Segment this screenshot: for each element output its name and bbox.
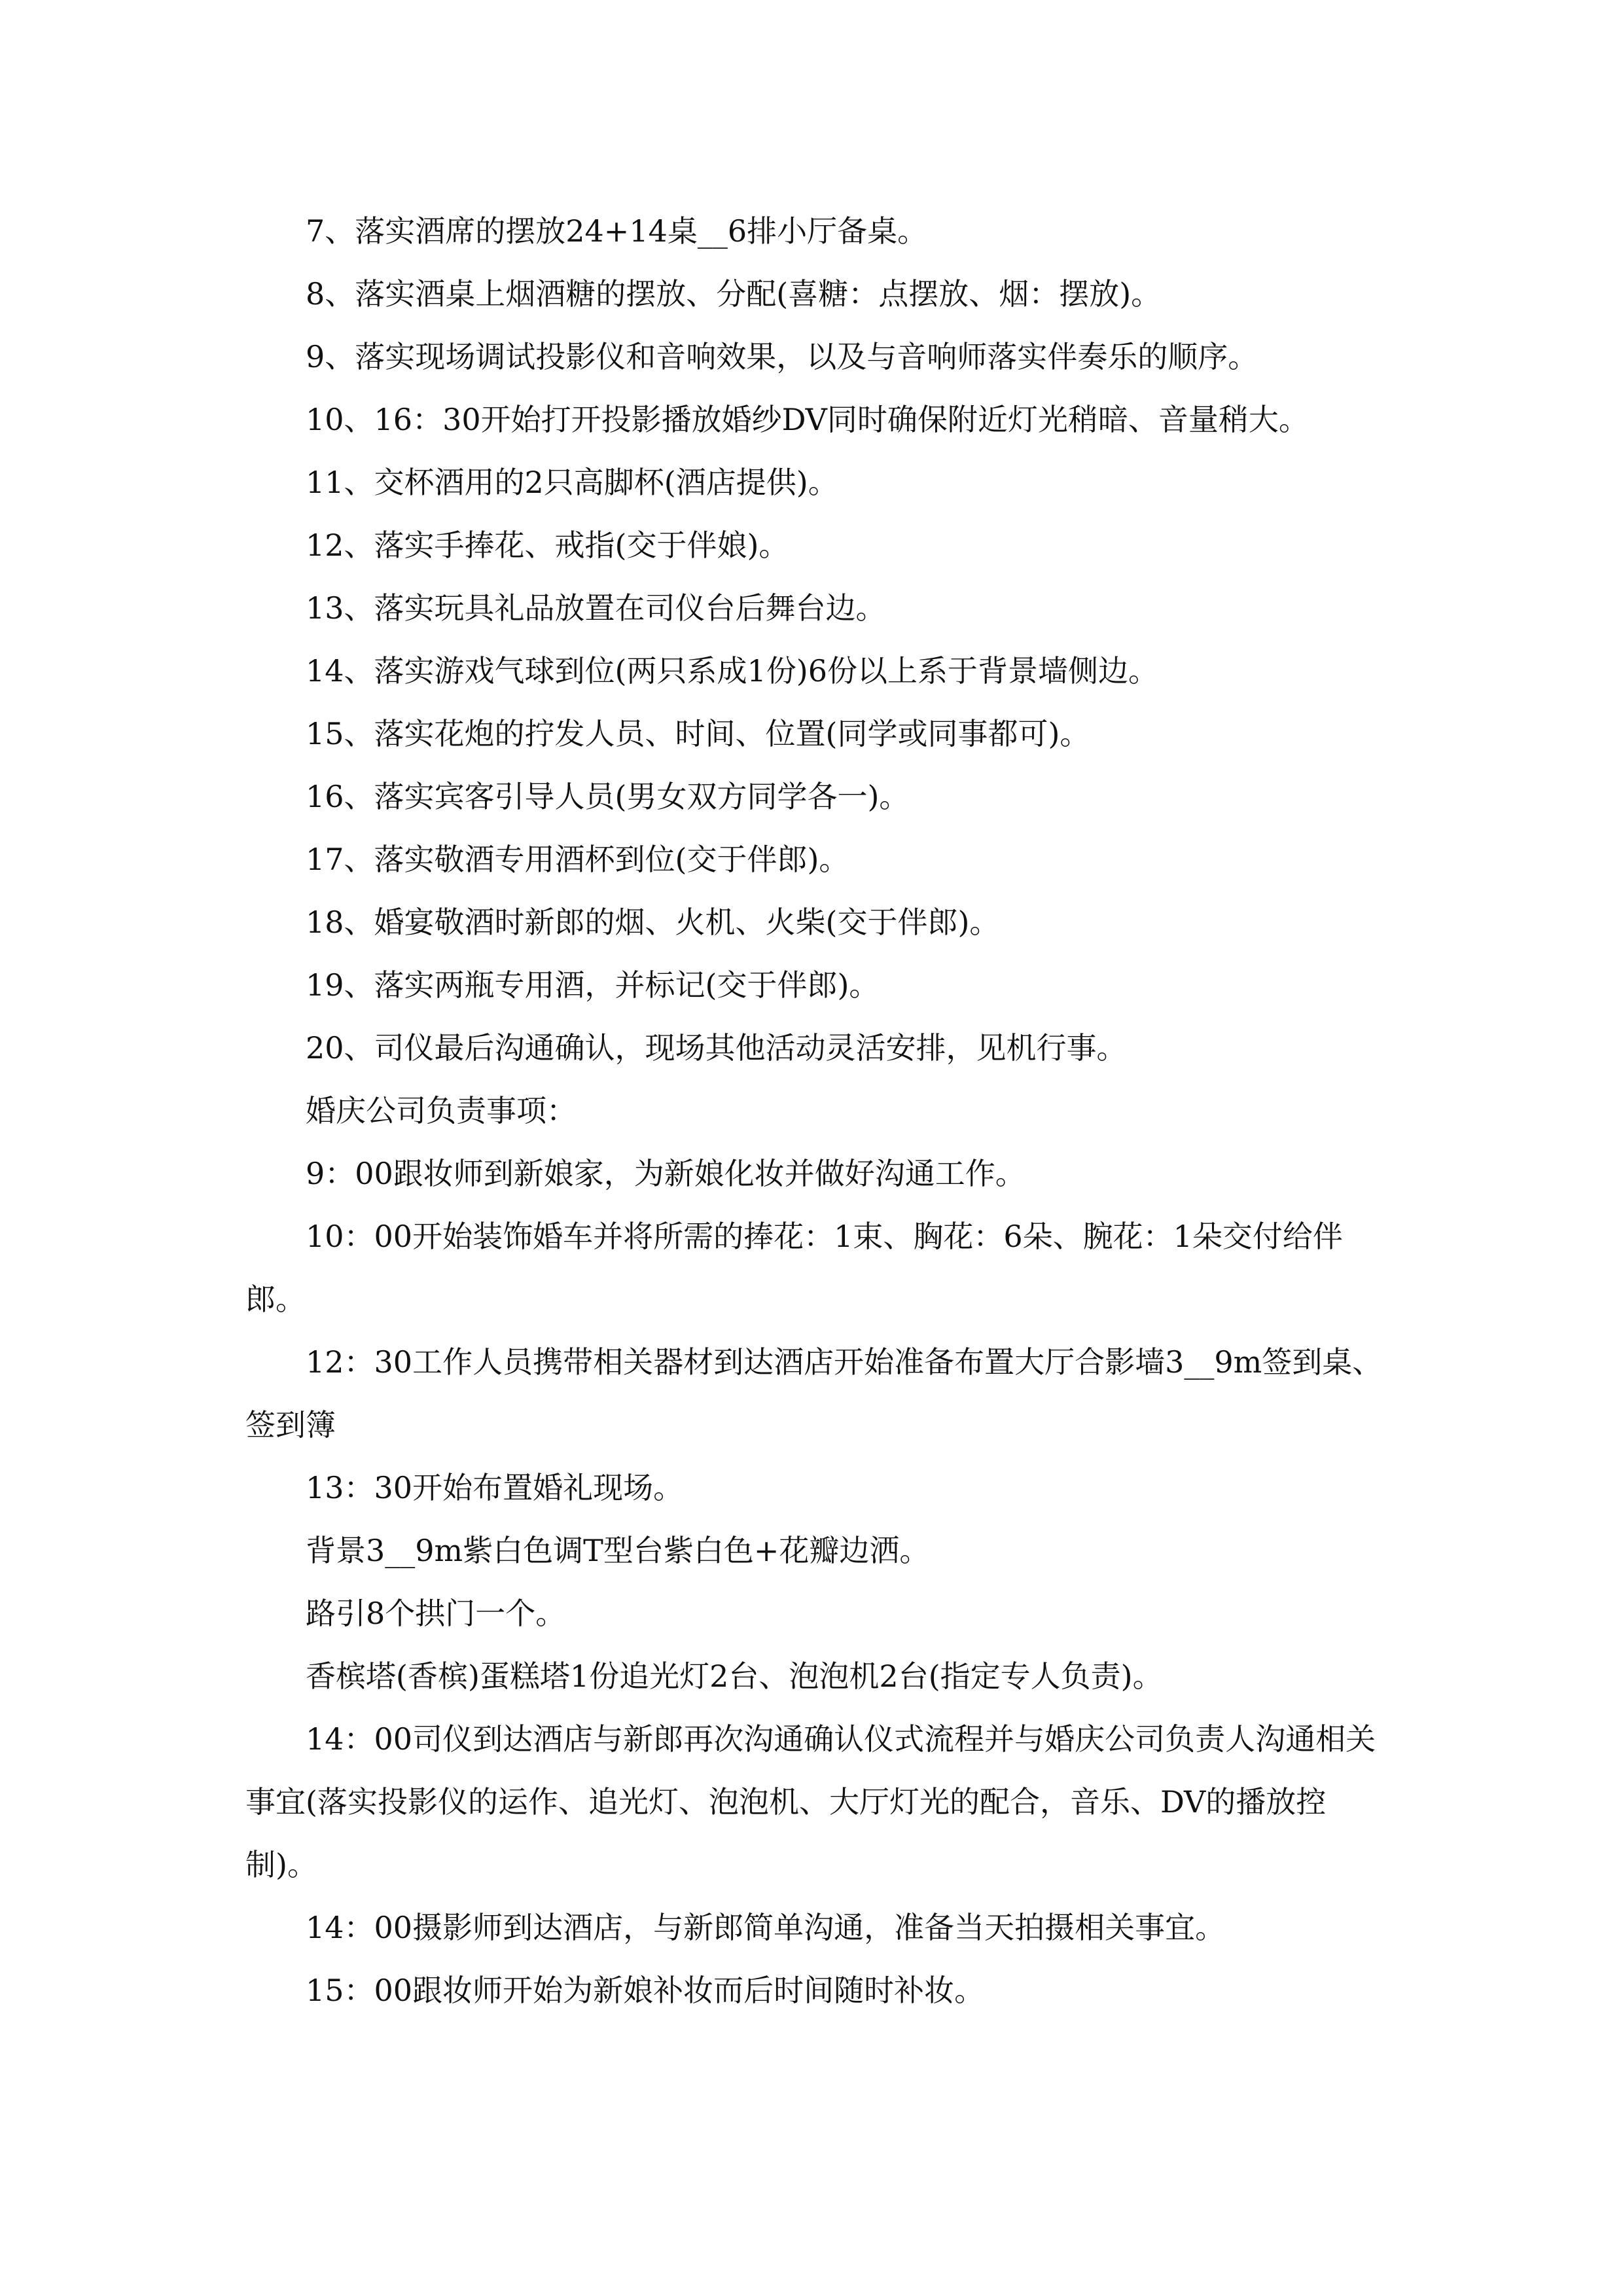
section-heading: 婚庆公司负责事项： <box>306 1093 577 1128</box>
schedule-item: 14：00司仪到达酒店与新郎再次沟通确认仪式流程并与婚庆公司负责人沟通相关事宜(落实投影仪的运作、追光灯、泡泡机、大厅灯光的配合，音乐、DV的播放控制)。 <box>245 1721 1376 1882</box>
schedule-item: 12：30工作人员携带相关器材到达酒店开始准备布置大厅合影墙3__9m签到桌、签到簿 <box>245 1344 1383 1443</box>
paragraph-item-15: 15、落实花炮的拧发人员、时间、位置(同学或同事都可)。 <box>306 716 1090 751</box>
paragraph-item-12: 12、落实手捧花、戒指(交于伴娘)。 <box>306 528 789 563</box>
paragraph-item-13: 13、落实玩具礼品放置在司仪台后舞台边。 <box>306 590 886 626</box>
schedule-item: 13：30开始布置婚礼现场。 <box>306 1470 684 1505</box>
schedule-item: 14：00摄影师到达酒店，与新郎简单沟通，准备当天拍摄相关事宜。 <box>306 1910 1226 1945</box>
paragraph-item-14: 14、落实游戏气球到位(两只系成1份)6份以上系于背景墙侧边。 <box>306 653 1158 689</box>
paragraph-item-8: 8、落实酒桌上烟酒糖的摆放、分配(喜糖：点摆放、烟：摆放)。 <box>306 276 1162 312</box>
document-body <box>245 200 1384 2022</box>
schedule-item: 10：00开始装饰婚车并将所需的捧花：1束、胸花：6朵、腕花：1朵交付给伴郎。 <box>245 1219 1343 1317</box>
paragraph-item-7: 7、落实酒席的摆放24+14桌__6排小厅备桌。 <box>306 213 928 249</box>
paragraph-item-16: 16、落实宾客引导人员(男女双方同学各一)。 <box>306 779 910 814</box>
detail-item: 背景3__9m紫白色调T型台紫白色+花瓣边洒。 <box>306 1533 930 1568</box>
schedule-item: 15：00跟妆师开始为新娘补妆而后时间随时补妆。 <box>306 1973 985 2008</box>
paragraph-item-20: 20、司仪最后沟通确认，现场其他活动灵活安排，见机行事。 <box>306 1030 1127 1066</box>
paragraph-item-11: 11、交杯酒用的2只高脚杯(酒店提供)。 <box>306 465 838 500</box>
paragraph-item-19: 19、落实两瓶专用酒，并标记(交于伴郎)。 <box>306 967 880 1003</box>
paragraph-item-10: 10、16：30开始打开投影播放婚纱DV同时确保附近灯光稍暗、音量稍大。 <box>306 402 1309 437</box>
schedule-item: 9：00跟妆师到新娘家，为新娘化妆并做好沟通工作。 <box>306 1156 1026 1191</box>
paragraph-item-9: 9、落实现场调试投影仪和音响效果，以及与音响师落实伴奏乐的顺序。 <box>306 339 1258 374</box>
paragraph-item-17: 17、落实敬酒专用酒杯到位(交于伴郎)。 <box>306 842 849 877</box>
detail-item: 路引8个拱门一个。 <box>306 1596 566 1631</box>
paragraph-item-18: 18、婚宴敬酒时新郎的烟、火机、火柴(交于伴郎)。 <box>306 905 1000 940</box>
detail-item: 香槟塔(香槟)蛋糕塔1份追光灯2台、泡泡机2台(指定专人负责)。 <box>306 1659 1163 1694</box>
